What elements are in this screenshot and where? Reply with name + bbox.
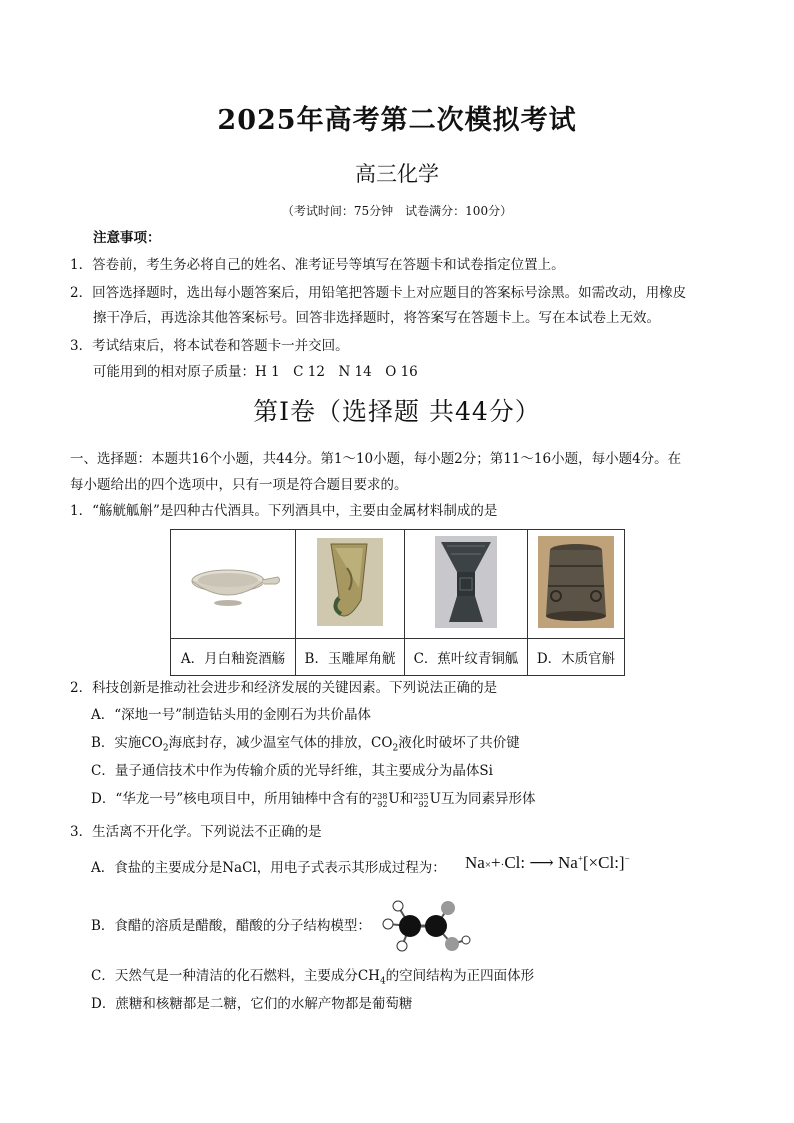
- q1-option-c: C．蕉叶纹青铜觚: [405, 639, 528, 676]
- jade-horn-cup-icon: [317, 538, 383, 626]
- q3-option-a: A．食盐的主要成分是NaCl，用电子式表示其形成过程为：: [91, 860, 446, 876]
- q1-option-a: A．月白釉瓷酒觞: [171, 639, 296, 676]
- section-title: 第Ⅰ卷（选择题 共44分）: [253, 397, 541, 426]
- q1-image-a: [171, 530, 296, 639]
- q1-option-d: D．木质官斛: [528, 639, 625, 676]
- eq-plus-charge: +: [577, 853, 583, 864]
- exam-time-info: （考试时间：75分钟 试卷满分：100分）: [281, 204, 513, 218]
- eq-cl: Cl:: [504, 853, 526, 872]
- exam-title: 2025年高考第二次模拟考试: [217, 105, 577, 136]
- atomic-mass: 可能用到的相对原子质量：H 1 C 12 N 14 O 16: [93, 364, 418, 380]
- q2-option-a: A．“深地一号”制造钻头用的金刚石为共价晶体: [91, 707, 372, 723]
- bronze-gu-vessel-icon: [435, 536, 497, 628]
- note-item-3: 3．考试结束后，将本试卷和答题卡一并交回。: [70, 338, 349, 354]
- q1-image-d: [528, 530, 625, 639]
- q1-image-c: [405, 530, 528, 639]
- q2-option-d: D．“华龙一号”核电项目中，所用铀棒中含有的238 92U和235 92U互为同素异形体: [91, 791, 536, 809]
- eq-na: Na: [465, 853, 485, 872]
- q1-options-table: [170, 529, 625, 676]
- eq-minus-charge: −: [624, 853, 630, 864]
- q2-option-c: C．量子通信技术中作为传输介质的光导纤维，其主要成分为晶体Si: [91, 763, 493, 779]
- q1-stem: 1．“觞觥觚斛”是四种古代酒具。下列酒具中，主要由金属材料制成的是: [70, 503, 498, 519]
- q3-option-d: D．蔗糖和核糖都是二糖，它们的水解产物都是葡萄糖: [91, 996, 413, 1012]
- q2-stem: 2．科技创新是推动社会进步和经济发展的关键因素。下列说法正确的是: [70, 680, 498, 696]
- section-intro-1: 一、选择题：本题共16个小题，共44分。第1～10小题，每小题2分；第11～16小题，每小题4分。在: [70, 451, 682, 467]
- q3-option-b: B．食醋的溶质是醋酸，醋酸的分子结构模型：: [91, 918, 371, 934]
- nacl-electron-formula: Na×+·Cl: ⟶ Na+[×Cl:]−: [465, 853, 630, 872]
- q3-option-c: C．天然气是一种清洁的化石燃料，主要成分$CH_4$的空间结构为正四面体形: [91, 968, 535, 987]
- porcelain-cup-icon: [178, 547, 288, 617]
- q1-option-b: B．玉雕犀角觥: [296, 639, 405, 676]
- q1-image-b: [296, 530, 405, 639]
- wooden-hu-vessel-icon: [538, 536, 614, 628]
- note-item-2b: 擦干净后，再选涂其他答案标号。回答非选择题时，将答案写在答题卡上。写在本试卷上无效。: [93, 310, 660, 326]
- exam-subtitle: 高三化学: [355, 162, 439, 186]
- q3-stem: 3．生活离不开化学。下列说法不正确的是: [70, 824, 322, 840]
- note-item-2a: 2．回答选择题时，选出每小题答案后，用铅笔把答题卡上对应题目的答案标号涂黑。如需改动，用橡皮: [70, 285, 687, 301]
- eq-arrow: ⟶: [529, 853, 554, 872]
- note-item-1: 1．答卷前，考生务必将自己的姓名、准考证号等填写在答题卡和试卷指定位置上。: [70, 257, 565, 273]
- eq-plus: +: [491, 853, 501, 872]
- acetic-acid-model-icon: [378, 896, 478, 956]
- eq-cl-ion: [×Cl:]: [582, 853, 625, 872]
- notes-heading: 注意事项：: [93, 230, 161, 246]
- section-intro-2: 每小题给出的四个选项中，只有一项是符合题目要求的。: [70, 477, 408, 493]
- q2-option-b: B．实施$CO_2$海底封存，减少温室气体的排放，$CO_2$液化时破坏了共价键: [91, 735, 520, 754]
- eq-na-ion: Na: [557, 853, 578, 872]
